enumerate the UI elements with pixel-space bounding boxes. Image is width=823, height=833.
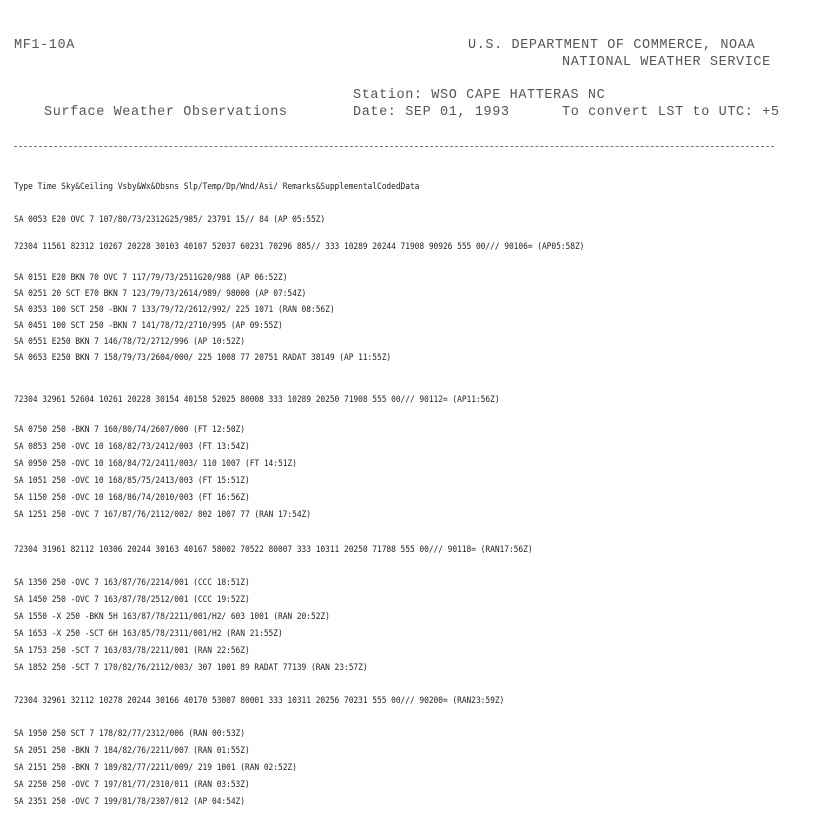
observation-line: SA 0053 E20 OVC 7 107/80/73/2312G25/985/ 23791 15// 84 (AP 05:55Z) [14, 214, 326, 225]
observation-line: SA 2250 250 -OVC 7 197/81/77/2310/011 (RAN 03:53Z) [14, 779, 250, 790]
observation-line: SA 0950 250 -OVC 10 168/84/72/2411/003/ 110 1007 (FT 14:51Z) [14, 458, 297, 469]
station-name: Station: WSO CAPE HATTERAS NC [353, 88, 606, 103]
observation-line: SA 1150 250 -OVC 10 168/86/74/2010/003 (FT 16:56Z) [14, 492, 250, 503]
observation-line: SA 2151 250 -BKN 7 189/82/77/2211/009/ 219 1001 (RAN 02:52Z) [14, 762, 297, 773]
observation-line: SA 1051 250 -OVC 10 168/85/75/2413/003 (FT 15:51Z) [14, 475, 250, 486]
synoptic-line: 72304 32961 32112 10278 20244 30166 40170 53007 80001 333 10311 20256 70231 555 00/// 90200= (RAN23:59Z) [14, 695, 505, 706]
observation-line: SA 0653 E250 BKN 7 158/79/73/2604/000/ 225 1008 77 20751 RADAT 38149 (AP 11:55Z) [14, 352, 392, 363]
observation-line: SA 0251 20 SCT E70 BKN 7 123/79/73/2614/989/ 98000 (AP 07:54Z) [14, 288, 307, 299]
observation-line: SA 1753 250 -SCT 7 163/83/78/2211/001 (RAN 22:56Z) [14, 645, 250, 656]
observation-line: SA 1251 250 -OVC 7 167/87/76/2112/002/ 802 1007 77 (RAN 17:54Z) [14, 509, 311, 520]
header-divider [14, 146, 774, 147]
observation-line: SA 1950 250 SCT 7 178/82/77/2312/006 (RAN 00:53Z) [14, 728, 245, 739]
observation-line: SA 1450 250 -OVC 7 163/87/78/2512/001 (CCC 19:52Z) [14, 594, 250, 605]
utc-conversion-note: To convert LST to UTC: +5 [562, 105, 780, 120]
service-name: NATIONAL WEATHER SERVICE [562, 55, 771, 70]
observation-line: SA 0551 E250 BKN 7 146/78/72/2712/996 (AP 10:52Z) [14, 336, 245, 347]
observation-line: SA 1852 250 -SCT 7 170/82/76/2112/003/ 307 1001 89 RADAT 77139 (RAN 23:57Z) [14, 662, 368, 673]
synoptic-line: 72304 11561 82312 10267 20228 30103 40107 52037 60231 70296 885// 333 10289 20244 71908 90926 555 00/// 90106= (AP05:58Z) [14, 241, 585, 252]
synoptic-line: 72304 32961 52604 10261 20228 30154 40158 52025 80008 333 10289 20250 71908 555 00/// 90112= (AP11:56Z) [14, 394, 500, 405]
column-headings: Type Time Sky&Ceiling Vsby&Wx&Obsns Slp/Temp/Dp/Wnd/Asi/ Remarks&SupplementalCodedData [14, 181, 420, 192]
observation-line: SA 1350 250 -OVC 7 163/87/76/2214/001 (CCC 18:51Z) [14, 577, 250, 588]
report-title: Surface Weather Observations [44, 105, 288, 120]
report-date: Date: SEP 01, 1993 [353, 105, 510, 120]
observation-line: SA 0853 250 -OVC 10 168/82/73/2412/003 (FT 13:54Z) [14, 441, 250, 452]
form-id: MF1-10A [14, 38, 75, 53]
observation-line: SA 0451 100 SCT 250 -BKN 7 141/78/72/2710/995 (AP 09:55Z) [14, 320, 283, 331]
observation-line: SA 0353 100 SCT 250 -BKN 7 133/79/72/2612/992/ 225 1071 (RAN 08:56Z) [14, 304, 335, 315]
observation-line: SA 0750 250 -BKN 7 160/80/74/2607/000 (FT 12:50Z) [14, 424, 245, 435]
observation-line: SA 1653 -X 250 -SCT 6H 163/85/78/2311/001/H2 (RAN 21:55Z) [14, 628, 283, 639]
observation-line: SA 2051 250 -BKN 7 184/82/76/2211/007 (RAN 01:55Z) [14, 745, 250, 756]
department-name: U.S. DEPARTMENT OF COMMERCE, NOAA [468, 38, 756, 53]
observation-line: SA 1550 -X 250 -BKN 5H 163/87/78/2211/001/H2/ 603 1001 (RAN 20:52Z) [14, 611, 330, 622]
observation-line: SA 2351 250 -OVC 7 199/81/78/2307/012 (AP 04:54Z) [14, 796, 245, 807]
observation-line: SA 0151 E20 BKN 70 OVC 7 117/79/73/2511G20/988 (AP 06:52Z) [14, 272, 288, 283]
synoptic-line: 72304 31961 82112 10306 20244 30163 40167 58002 70522 80007 333 10311 20250 71788 555 00/// 90118= (RAN17:56Z) [14, 544, 533, 555]
